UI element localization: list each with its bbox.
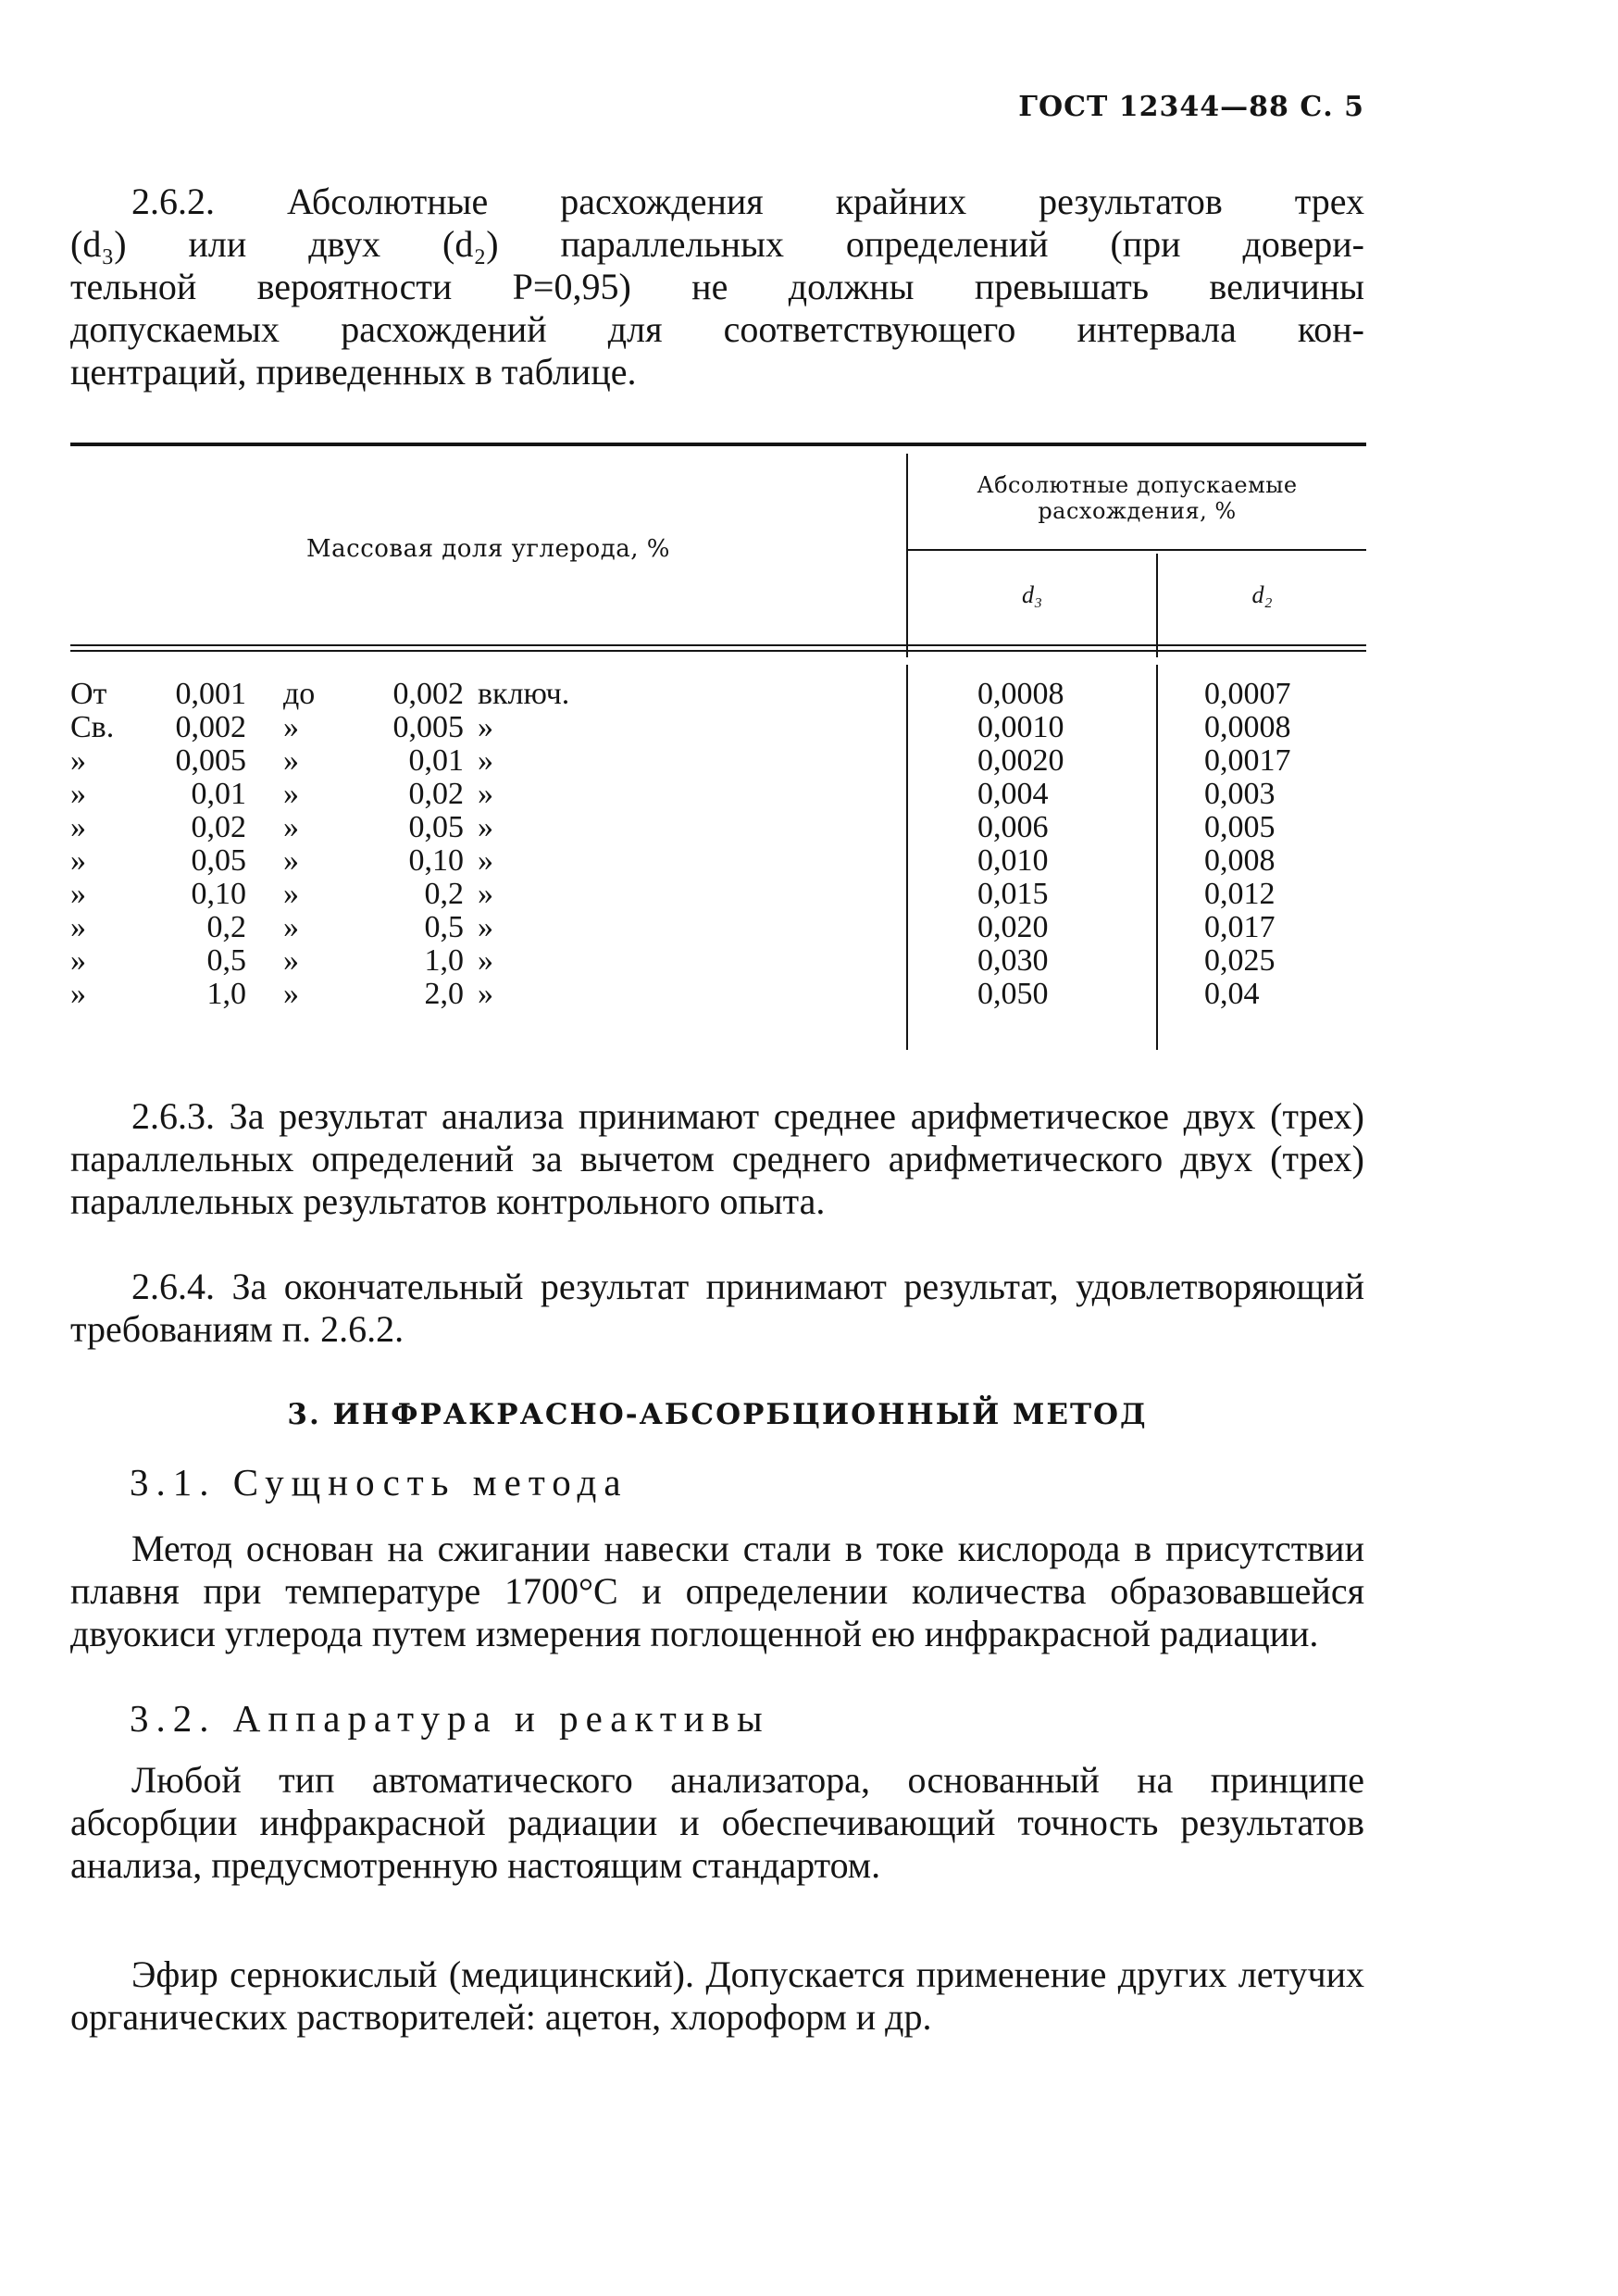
- cell-suffix: »: [478, 977, 493, 1011]
- cell-to: 0,002: [392, 677, 464, 711]
- cell-to-word: »: [283, 810, 299, 844]
- cell-d2: 0,003: [1204, 777, 1276, 811]
- cell-from: 0,02: [191, 810, 246, 844]
- cell-d3: 0,006: [977, 810, 1049, 844]
- cell-d3: 0,010: [977, 843, 1049, 878]
- cell-suffix: включ.: [478, 677, 570, 711]
- cell-to-word: до: [283, 677, 316, 711]
- subsection-title-3-2: 3.2. Аппаратура и реактивы: [130, 1697, 770, 1740]
- cell-from: 0,5: [206, 943, 246, 978]
- table-subheader-rule: [908, 549, 1366, 551]
- cell-from: 0,002: [175, 710, 246, 744]
- cell-to-word: »: [283, 943, 299, 978]
- cell-suffix: »: [478, 943, 493, 978]
- cell-prefix: »: [70, 877, 86, 911]
- column-header-d3: d₃: [1021, 581, 1043, 608]
- table-row: [70, 878, 1366, 911]
- cell-d3: 0,0020: [977, 743, 1064, 778]
- paragraph-2-6-3: [70, 1095, 1364, 1223]
- subsection-title-3-1: 3.1. Сущность метода: [130, 1461, 629, 1504]
- cell-from: 0,001: [175, 677, 246, 711]
- cell-suffix: »: [478, 777, 493, 811]
- cell-from: 0,01: [191, 777, 246, 811]
- cell-to: 0,01: [408, 743, 464, 778]
- cell-suffix: »: [478, 877, 493, 911]
- cell-d2: 0,0017: [1204, 743, 1291, 778]
- table-body: [70, 678, 1366, 1011]
- table-row: [70, 778, 1366, 811]
- cell-d2: 0,008: [1204, 843, 1276, 878]
- cell-d3: 0,015: [977, 877, 1049, 911]
- cell-d3: 0,030: [977, 943, 1049, 978]
- cell-suffix: »: [478, 743, 493, 778]
- paragraph-text: 2.6.4. За окончательный результат принимают результат, удовлетворяющий требованиям п. 2.6.2.: [70, 1266, 1364, 1350]
- table-row: [70, 978, 1366, 1011]
- cell-d2: 0,012: [1204, 877, 1276, 911]
- paragraph-2-6-2: [70, 181, 1364, 393]
- cell-d2: 0,04: [1204, 977, 1260, 1011]
- cell-prefix: »: [70, 843, 86, 878]
- cell-to: 0,05: [408, 810, 464, 844]
- cell-d2: 0,0007: [1204, 677, 1291, 711]
- cell-to: 0,2: [424, 877, 464, 911]
- text-line: (d₃) или двух (d₂) параллельных определений (при довери-: [70, 223, 1364, 265]
- cell-d3: 0,004: [977, 777, 1049, 811]
- cell-prefix: »: [70, 777, 86, 811]
- table-row: [70, 744, 1366, 778]
- cell-to: 0,005: [392, 710, 464, 744]
- text-line: центраций, приведенных в таблице.: [70, 351, 637, 393]
- cell-suffix: »: [478, 843, 493, 878]
- cell-d2: 0,0008: [1204, 710, 1291, 744]
- cell-from: 0,10: [191, 877, 246, 911]
- table-header-rule: [70, 644, 1366, 652]
- page-header: ГОСТ 12344—88 С. 5: [1018, 91, 1364, 123]
- table-row: [70, 844, 1366, 878]
- cell-from: 0,005: [175, 743, 246, 778]
- cell-d3: 0,0010: [977, 710, 1064, 744]
- paragraph-2-6-4: [70, 1266, 1364, 1351]
- cell-to: 1,0: [424, 943, 464, 978]
- cell-prefix: »: [70, 743, 86, 778]
- cell-to-word: »: [283, 843, 299, 878]
- cell-to: 0,02: [408, 777, 464, 811]
- cell-suffix: »: [478, 910, 493, 944]
- cell-to: 0,10: [408, 843, 464, 878]
- paragraph-3-2-analyzer: [70, 1759, 1364, 1887]
- cell-to-word: »: [283, 710, 299, 744]
- cell-prefix: »: [70, 977, 86, 1011]
- table-top-rule: [70, 443, 1366, 446]
- text-line: допускаемых расхождений для соответствующего интервала кон-: [70, 308, 1364, 350]
- cell-to-word: »: [283, 743, 299, 778]
- cell-prefix: »: [70, 943, 86, 978]
- cell-suffix: »: [478, 810, 493, 844]
- paragraph-3-1: [70, 1528, 1364, 1655]
- cell-from: 1,0: [206, 977, 246, 1011]
- cell-to-word: »: [283, 910, 299, 944]
- column-header-mass-fraction: Массовая доля углерода, %: [306, 535, 670, 563]
- tolerance-table: [70, 443, 1366, 1054]
- cell-d2: 0,005: [1204, 810, 1276, 844]
- text-line: тельной вероятности P=0,95) не должны превышать величины: [70, 266, 1364, 307]
- table-row: [70, 678, 1366, 711]
- cell-d2: 0,017: [1204, 910, 1276, 944]
- cell-to: 2,0: [424, 977, 464, 1011]
- cell-prefix: Св.: [70, 710, 115, 744]
- cell-prefix: »: [70, 910, 86, 944]
- cell-prefix: От: [70, 677, 107, 711]
- cell-to-word: »: [283, 977, 299, 1011]
- cell-suffix: »: [478, 710, 493, 744]
- paragraph-text: Метод основан на сжигании навески стали в токе кислорода в присутствии плавня при температуре 1700°С и определении количества образовавшейся двуокиси углерода путем измерения поглощенной ею инфракрасной радиации.: [70, 1528, 1364, 1654]
- table-row: [70, 811, 1366, 844]
- cell-d2: 0,025: [1204, 943, 1276, 978]
- table-row: [70, 944, 1366, 978]
- cell-d3: 0,050: [977, 977, 1049, 1011]
- paragraph-text: Любой тип автоматического анализатора, основанный на принципе абсорбции инфракрасной радиации и обеспечивающий точность результатов анализа, предусмотренную настоящим стандартом.: [70, 1759, 1364, 1886]
- paragraph-3-2-reagents: [70, 1953, 1364, 2039]
- table-row: [70, 711, 1366, 744]
- cell-from: 0,05: [191, 843, 246, 878]
- paragraph-text: Эфир сернокислый (медицинский). Допускается применение других летучих органических растворителей: ацетон, хлороформ и др.: [70, 1953, 1364, 2038]
- paragraph-text: 2.6.3. За результат анализа принимают среднее арифметическое двух (трех) параллельных определений за вычетом среднего арифметического двух (трех) параллельных результатов контрольного опыта.: [70, 1095, 1364, 1222]
- cell-prefix: »: [70, 810, 86, 844]
- column-header-absolute-tolerance: Абсолютные допускаемые расхождения, %: [977, 472, 1298, 524]
- table-row: [70, 911, 1366, 944]
- cell-d3: 0,020: [977, 910, 1049, 944]
- cell-d3: 0,0008: [977, 677, 1064, 711]
- section-title: 3. ИНФРАКРАСНО-АБСОРБЦИОННЫЙ МЕТОД: [287, 1398, 1148, 1431]
- cell-to-word: »: [283, 877, 299, 911]
- cell-from: 0,2: [206, 910, 246, 944]
- text-line: 2.6.2. Абсолютные расхождения крайних результатов трех: [131, 181, 1364, 222]
- column-header-d2: d₂: [1251, 581, 1273, 608]
- cell-to-word: »: [283, 777, 299, 811]
- cell-to: 0,5: [424, 910, 464, 944]
